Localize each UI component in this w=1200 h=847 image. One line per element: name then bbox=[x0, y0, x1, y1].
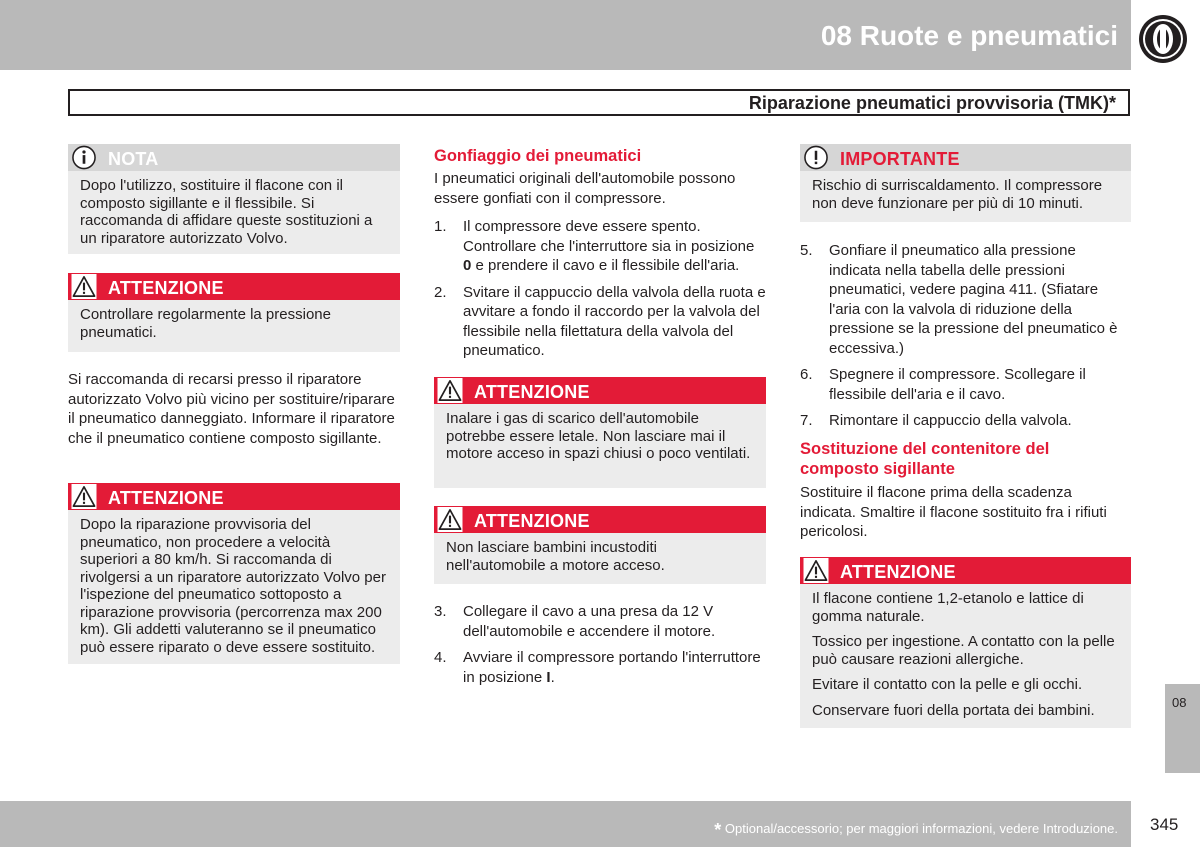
step-item bbox=[434, 217, 766, 276]
warning-box bbox=[68, 273, 400, 352]
exclamation-circle-icon bbox=[803, 145, 829, 170]
warning-box bbox=[434, 506, 766, 584]
note-box-text: Dopo l'utilizzo, sostituire il flacone con il composto sigillante e il flessibile. Si raccomanda di affidare queste sostituzioni a un riparatore autorizzato Volvo. bbox=[80, 177, 373, 247]
warning-paragraph: Tossico per ingestione. A contatto con la pelle può causare reazioni allergiche. bbox=[812, 633, 1115, 668]
warning-box-text: Controllare regolarmente la pressione pneumatici. bbox=[80, 306, 331, 341]
steps-list bbox=[434, 602, 766, 687]
chapter-title: 08 Ruote e pneumatici bbox=[820, 20, 1118, 51]
warning-triangle-icon bbox=[71, 484, 97, 509]
step-text-bold: I bbox=[546, 668, 551, 686]
subheading: Sostituzione del contenitore del composto sigillante bbox=[800, 440, 1050, 478]
warning-box-header bbox=[68, 273, 400, 300]
warning-triangle-icon bbox=[437, 507, 463, 532]
steps-list bbox=[434, 217, 766, 361]
warning-box bbox=[800, 557, 1131, 728]
tire-icon bbox=[1138, 14, 1188, 64]
step-item bbox=[800, 365, 1131, 404]
important-box-header bbox=[800, 144, 1131, 171]
step-number: 3. bbox=[434, 603, 447, 620]
steps-list bbox=[800, 241, 1131, 431]
footer-asterisk: * bbox=[714, 820, 722, 840]
step-text: e prendere il cavo e il flessibile dell'aria. bbox=[471, 257, 740, 274]
step-text-bold: 0 bbox=[463, 257, 472, 274]
important-box-label: IMPORTANTE bbox=[840, 149, 960, 169]
warning-box-text: Dopo la riparazione provvisoria del pneumatico, non procedere a velocità superiori a 80 km/h. Si raccomanda di rivolgersi a un riparatore autorizzato Volvo per l'ispezione del pneumatico sottoposto a riparazione provvisoria (percorrenza max 200 km). Gli addetti valuteranno se il pneumatico può essere riparato o deve essere sostituito. bbox=[80, 516, 386, 656]
step-item bbox=[434, 602, 766, 641]
note-box-label: NOTA bbox=[108, 149, 159, 169]
step-item bbox=[434, 283, 766, 361]
step-item bbox=[434, 648, 766, 687]
step-number: 2. bbox=[434, 283, 447, 301]
step-number: 5. bbox=[800, 242, 813, 259]
warning-box-label: ATTENZIONE bbox=[108, 278, 224, 298]
warning-box-header bbox=[434, 506, 766, 533]
body-paragraph: Sostituire il flacone prima della scadenza indicata. Smaltire il flacone sostituito fra i rifiuti pericolosi. bbox=[800, 484, 1107, 540]
step-number: 4. bbox=[434, 649, 447, 666]
warning-box-label: ATTENZIONE bbox=[474, 382, 590, 402]
warning-box-label: ATTENZIONE bbox=[840, 562, 956, 582]
step-number: 1. bbox=[434, 218, 447, 235]
warning-triangle-icon bbox=[71, 274, 97, 299]
step-text: Avviare il compressore portando l'interruttore in posizione bbox=[463, 649, 761, 686]
step-number: 6. bbox=[800, 366, 813, 383]
step-number: 7. bbox=[800, 412, 813, 429]
footer-note-text: Optional/accessorio; per maggiori informazioni, vedere Introduzione. bbox=[721, 821, 1118, 836]
intro-paragraph: I pneumatici originali dell'automobile possono essere gonfiati con il compressore. bbox=[434, 170, 736, 207]
step-text: Collegare il cavo a una presa da 12 V dell'automobile e accendere il motore. bbox=[463, 603, 716, 640]
step-item bbox=[800, 411, 1131, 431]
page-number: 345 bbox=[1150, 815, 1179, 834]
warning-box-label: ATTENZIONE bbox=[108, 488, 224, 508]
warning-paragraph: Evitare il contatto con la pelle e gli occhi. bbox=[812, 676, 1083, 693]
section-title-box bbox=[68, 89, 1130, 116]
warning-box-header bbox=[800, 557, 1131, 584]
warning-paragraph: Il flacone contiene 1,2-etanolo e lattice di gomma naturale. bbox=[812, 590, 1084, 625]
chapter-tab-label: 08 bbox=[1172, 695, 1187, 710]
important-box bbox=[800, 144, 1131, 222]
step-item bbox=[800, 241, 1131, 358]
warning-box-text: Inalare i gas di scarico dell'automobile potrebbe essere letale. Non lasciare mai il motore acceso in spazi chiusi o poco ventilati. bbox=[446, 410, 751, 462]
step-text: Spegnere il compressore. Scollegare il flessibile dell'aria e il cavo. bbox=[829, 366, 1086, 403]
warning-box-label: ATTENZIONE bbox=[474, 511, 590, 531]
step-text: . bbox=[550, 668, 555, 686]
warning-box-text bbox=[800, 584, 1131, 725]
step-text: Rimontare il cappuccio della valvola. bbox=[829, 412, 1072, 429]
note-box-header bbox=[68, 144, 400, 171]
warning-box-header bbox=[68, 483, 400, 510]
warning-box bbox=[68, 483, 400, 664]
warning-box bbox=[434, 377, 766, 488]
subheading: Gonfiaggio dei pneumatici bbox=[434, 147, 642, 165]
warning-paragraph: Conservare fuori della portata dei bambini. bbox=[812, 701, 1095, 719]
section-title: Riparazione pneumatici provvisoria (TMK)* bbox=[748, 93, 1116, 113]
warning-box-header bbox=[434, 377, 766, 404]
note-box bbox=[68, 144, 400, 254]
warning-triangle-icon bbox=[803, 558, 829, 583]
step-text: Svitare il cappuccio della valvola della ruota e avvitare a fondo il raccordo per la valvola del flessibile nella filettatura della valvola del pneumatico. bbox=[463, 283, 766, 359]
info-icon bbox=[71, 145, 97, 170]
step-text: Gonfiare il pneumatico alla pressione indicata nella tabella delle pressioni pneumatici, vedere pagina 411. (Sfiatare l'aria con la valvola di riduzione della pressione se la pressione del pneumatico è eccessiva.) bbox=[829, 242, 1118, 357]
warning-triangle-icon bbox=[437, 378, 463, 403]
important-box-text: Rischio di surriscaldamento. Il compressore non deve funzionare per più di 10 minuti. bbox=[812, 177, 1103, 212]
footer-note bbox=[714, 817, 1118, 838]
body-paragraph: Si raccomanda di recarsi presso il riparatore autorizzato Volvo più vicino per sostituire/riparare il pneumatico danneggiato. Informare il riparatore che il pneumatico contiene composto sigillante. bbox=[68, 371, 395, 447]
warning-box-text: Non lasciare bambini incustoditi nell'automobile a motore acceso. bbox=[446, 539, 665, 574]
step-text: Il compressore deve essere spento. Controllare che l'interruttore sia in posizione bbox=[463, 218, 755, 255]
